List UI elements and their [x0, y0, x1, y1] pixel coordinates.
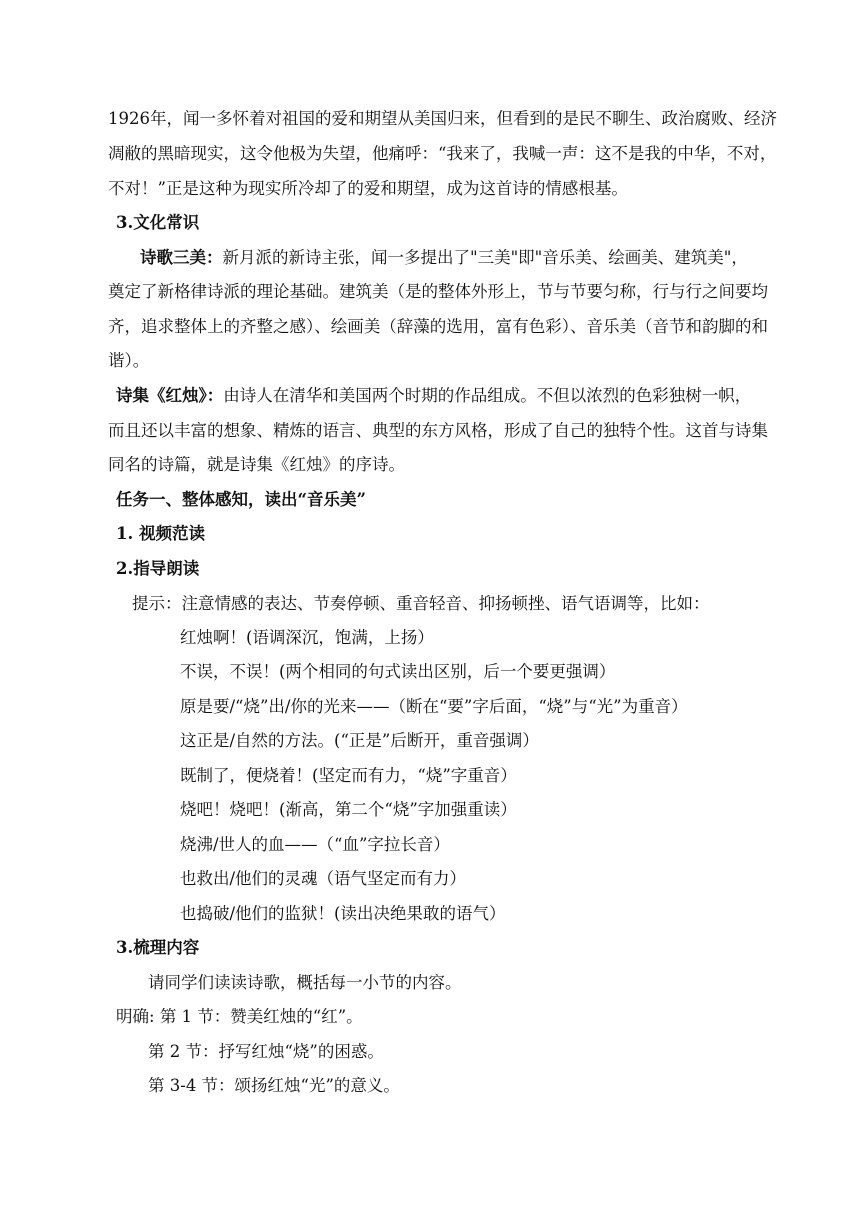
example-line: 原是要/“烧”出/你的光来——（断在“要”字后面，“烧”与“光”为重音） [180, 697, 688, 716]
example-line: 红烛啊！(语调深沉，饱满，上扬） [180, 628, 434, 647]
example-line: 既制了，便烧着！(坚定而有力，“烧”字重音） [180, 766, 517, 785]
three-beauties-line-2: 奠定了新格律诗派的理论基础。建筑美（是的整体外形上，节与节要匀称，行与行之间要均 [108, 282, 768, 301]
intro-line-1: 1926年，闻一多怀着对祖国的爱和期望从美国归来，但看到的是民不聊生、政治腐败、经济 [108, 109, 777, 128]
example-line: 也捣破/他们的监狱！(读出决绝果敢的语气） [180, 904, 506, 923]
answer-item: 第 3-4 节：颂扬红烛“光”的意义。 [148, 1076, 400, 1095]
example-line: 也救出/他们的灵魂（语气坚定而有力） [180, 869, 467, 888]
task1-heading: 任务一、整体感知，读出“音乐美” [116, 490, 366, 509]
step2-heading: 2.指导朗读 [116, 559, 200, 578]
three-beauties-line-4: 谐）。 [108, 351, 150, 370]
red-candle-line-1 [116, 385, 751, 407]
red-candle-text: 由诗人在清华和美国两个时期的作品组成。不但以浓烈的色彩独树一帜， [223, 386, 752, 405]
three-beauties-line-3: 齐，追求整体上的齐整之感）、绘画美（辞藻的选用，富有色彩）、音乐美（音节和韵脚的和 [108, 317, 768, 336]
example-line: 烧吧！烧吧！(渐高，第二个“烧”字加强重读） [180, 800, 517, 819]
three-beauties-term: 诗歌三美： [140, 248, 223, 267]
three-beauties-line-1 [140, 247, 748, 269]
example-line: 这正是/自然的方法。(“正是”后断开，重音强调） [180, 731, 539, 750]
reading-hint: 提示：注意情感的表达、节奏停顿、重音轻音、抑扬顿挫、语气语调等，比如： [132, 594, 710, 613]
red-candle-line-2: 而且还以丰富的想象、精炼的语言、典型的东方风格，形成了自己的独特个性。这首与诗集 [108, 421, 768, 440]
red-candle-term: 诗集《红烛》： [116, 386, 224, 405]
intro-line-3: 不对！”正是这种为现实所冷却了的爱和期望，成为这首诗的情感根基。 [108, 179, 628, 198]
answer-label: 明确: [116, 1007, 155, 1026]
answer-line-1 [116, 1006, 363, 1028]
intro-line-2: 凋敝的黑暗现实，这令他极为失望，他痛呼：“我来了，我喊一声：这不是我的中华，不对， [108, 144, 777, 163]
culture-heading: 3.文化常识 [116, 213, 200, 232]
instruction-text: 请同学们读读诗歌，概括每一小节的内容。 [148, 973, 462, 992]
answer-item: 第 2 节：抒写红烛“烧”的困惑。 [148, 1042, 384, 1061]
example-line: 不误，不误！(两个相同的句式读出区别，后一个要更强调） [180, 662, 616, 681]
red-candle-line-3: 同名的诗篇，就是诗集《红烛》的序诗。 [108, 455, 405, 474]
three-beauties-text: 新月派的新诗主张，闻一多提出了"三美"即"音乐美、绘画美、建筑美"， [222, 248, 748, 267]
step1-heading: 1. 视频范读 [116, 524, 205, 543]
example-line: 烧沸/世人的血——（“血”字拉长音） [180, 835, 450, 854]
step3-heading: 3.梳理内容 [116, 938, 200, 957]
answer-item: 第 1 节：赞美红烛的“红”。 [159, 1007, 363, 1026]
